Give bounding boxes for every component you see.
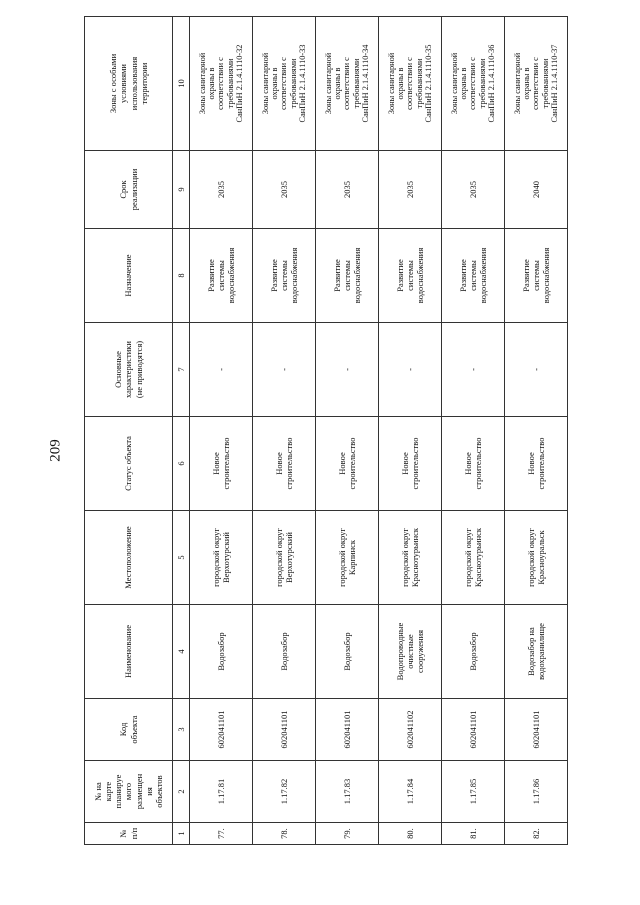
- cell-line: Новое: [336, 452, 347, 475]
- cell-name: [316, 605, 379, 699]
- cell-location: [379, 511, 442, 605]
- cell-line: Водозабор на: [525, 627, 536, 676]
- cell-line: Зоны санитарной: [197, 52, 207, 115]
- column-header: Наименование: [85, 605, 173, 699]
- cell-purpose: [316, 229, 379, 323]
- cell-characteristics: -: [316, 323, 379, 417]
- cell-line: строительство: [410, 437, 420, 490]
- cell-index: 79.: [316, 823, 379, 845]
- column-header: Зоны с особыми условиями использования территории: [85, 17, 173, 151]
- column-header: Основные характеристики (не приводятся): [85, 323, 173, 417]
- cell-line: Зоны санитарной: [323, 52, 333, 115]
- cell-status: [316, 417, 379, 511]
- cell-line: Новое: [462, 452, 473, 475]
- page-number: 209: [47, 439, 64, 462]
- cell-purpose: [253, 229, 316, 323]
- cell-line: соответствии с: [531, 57, 541, 110]
- column-number: 7: [173, 323, 190, 417]
- column-number: 3: [173, 699, 190, 761]
- cell-line: соответствии с: [279, 57, 289, 110]
- cell-purpose: [442, 229, 505, 323]
- column-number: 2: [173, 761, 190, 823]
- table-row: [379, 17, 442, 845]
- cell-line: водохранилище: [536, 623, 546, 680]
- cell-line: Развитие: [457, 259, 468, 292]
- table-container: [84, 17, 567, 845]
- cell-term: 2035: [316, 151, 379, 229]
- cell-line: Водозабор: [467, 632, 478, 671]
- cell-line: водоснабжения: [415, 247, 426, 304]
- column-number: 8: [173, 229, 190, 323]
- column-header: Назначение: [85, 229, 173, 323]
- column-number: 9: [173, 151, 190, 229]
- cell-term: 2035: [379, 151, 442, 229]
- cell-line: Развитие: [205, 259, 216, 292]
- cell-status: [379, 417, 442, 511]
- cell-line: водоснабжения: [478, 247, 489, 304]
- objects-table: [84, 16, 568, 845]
- cell-line: Водопроводные: [394, 622, 405, 681]
- cell-term: 2040: [505, 151, 568, 229]
- cell-line: строительство: [347, 437, 357, 490]
- cell-line: Зоны санитарной: [386, 52, 396, 115]
- column-header: Статус объекта: [85, 417, 173, 511]
- cell-zones: [442, 17, 505, 151]
- cell-zones: [505, 17, 568, 151]
- cell-line: Новое: [210, 452, 221, 475]
- cell-line: Водозабор: [341, 632, 352, 671]
- cell-line: соответствии с: [468, 57, 478, 110]
- cell-line: СанПиН 2.1.4.1110-34: [361, 44, 371, 123]
- cell-name: [253, 605, 316, 699]
- column-header: Срок реализации: [85, 151, 173, 229]
- cell-code: 602041101: [190, 699, 253, 761]
- cell-line: системы: [341, 260, 352, 291]
- cell-characteristics: -: [190, 323, 253, 417]
- cell-name: [190, 605, 253, 699]
- cell-code: 602041101: [316, 699, 379, 761]
- cell-line: Развитие: [394, 259, 405, 292]
- cell-line: Карпинск: [347, 539, 357, 576]
- cell-line: Красноуральск: [536, 530, 546, 585]
- cell-line: Новое: [273, 452, 284, 475]
- cell-term: 2035: [190, 151, 253, 229]
- column-header: Код объекта: [85, 699, 173, 761]
- cell-line: требованиями: [351, 58, 361, 109]
- cell-status: [442, 417, 505, 511]
- cell-line: соответствии с: [216, 57, 226, 110]
- cell-code: 602041101: [253, 699, 316, 761]
- cell-line: требованиями: [414, 58, 424, 109]
- cell-line: Верхотурский: [284, 532, 294, 583]
- cell-zones: [190, 17, 253, 151]
- cell-purpose: [505, 229, 568, 323]
- cell-name: [379, 605, 442, 699]
- cell-index: 77.: [190, 823, 253, 845]
- cell-map-number: 1.17.84: [379, 761, 442, 823]
- column-number: 10: [173, 17, 190, 151]
- cell-location: [505, 511, 568, 605]
- cell-line: Новое: [525, 452, 536, 475]
- table-row: [253, 17, 316, 845]
- column-number: 1: [173, 823, 190, 845]
- cell-purpose: [379, 229, 442, 323]
- cell-line: Развитие: [331, 259, 342, 292]
- cell-characteristics: -: [379, 323, 442, 417]
- cell-status: [190, 417, 253, 511]
- cell-index: 81.: [442, 823, 505, 845]
- cell-line: Краснотурьинск: [410, 527, 420, 588]
- cell-characteristics: -: [442, 323, 505, 417]
- cell-line: соответствии с: [405, 57, 415, 110]
- cell-map-number: 1.17.82: [253, 761, 316, 823]
- table-row: [316, 17, 379, 845]
- cell-line: СанПиН 2.1.4.1110-32: [235, 44, 245, 123]
- cell-map-number: 1.17.83: [316, 761, 379, 823]
- cell-index: 82.: [505, 823, 568, 845]
- cell-zones: [379, 17, 442, 151]
- cell-line: Водозабор: [278, 632, 289, 671]
- table-row: [505, 17, 568, 845]
- table-row: [442, 17, 505, 845]
- cell-line: Развитие: [268, 259, 279, 292]
- cell-code: 602041102: [379, 699, 442, 761]
- table-row: [190, 17, 253, 845]
- cell-line: городской округ: [399, 528, 410, 587]
- cell-line: строительство: [221, 437, 231, 490]
- cell-line: охраны в: [395, 67, 405, 100]
- cell-characteristics: -: [253, 323, 316, 417]
- cell-map-number: 1.17.86: [505, 761, 568, 823]
- cell-location: [316, 511, 379, 605]
- cell-line: сооружения: [415, 629, 426, 674]
- cell-line: системы: [404, 260, 415, 291]
- cell-map-number: 1.17.85: [442, 761, 505, 823]
- cell-line: СанПиН 2.1.4.1110-33: [298, 44, 308, 123]
- cell-map-number: 1.17.81: [190, 761, 253, 823]
- cell-line: строительство: [284, 437, 294, 490]
- cell-index: 78.: [253, 823, 316, 845]
- cell-line: Верхотурский: [221, 532, 231, 583]
- cell-line: строительство: [536, 437, 546, 490]
- column-number-row: [173, 17, 190, 845]
- header-row: [85, 17, 173, 845]
- cell-line: охраны в: [206, 67, 216, 100]
- column-header: № на карте планируе мого размещен ия объектов: [85, 761, 173, 823]
- cell-line: городской округ: [462, 528, 473, 587]
- cell-line: Водозабор: [215, 632, 226, 671]
- cell-line: городской округ: [336, 528, 347, 587]
- cell-line: СанПиН 2.1.4.1110-35: [424, 44, 434, 123]
- cell-line: требованиями: [540, 58, 550, 109]
- column-number: 6: [173, 417, 190, 511]
- cell-line: водоснабжения: [541, 247, 552, 304]
- cell-line: городской округ: [210, 528, 221, 587]
- cell-line: Развитие: [520, 259, 531, 292]
- cell-zones: [316, 17, 379, 151]
- cell-characteristics: -: [505, 323, 568, 417]
- cell-line: требованиями: [288, 58, 298, 109]
- column-number: 4: [173, 605, 190, 699]
- cell-line: водоснабжения: [352, 247, 363, 304]
- cell-zones: [253, 17, 316, 151]
- cell-name: [442, 605, 505, 699]
- cell-line: водоснабжения: [226, 247, 237, 304]
- cell-line: водоснабжения: [289, 247, 300, 304]
- cell-line: охраны в: [521, 67, 531, 100]
- cell-line: Зоны санитарной: [260, 52, 270, 115]
- cell-line: охраны в: [269, 67, 279, 100]
- table-body: [190, 17, 568, 845]
- cell-line: охраны в: [332, 67, 342, 100]
- cell-line: системы: [215, 260, 226, 291]
- cell-status: [505, 417, 568, 511]
- cell-line: Новое: [399, 452, 410, 475]
- cell-term: 2035: [442, 151, 505, 229]
- cell-line: охраны в: [458, 67, 468, 100]
- column-header: Местоположение: [85, 511, 173, 605]
- cell-line: требованиями: [225, 58, 235, 109]
- cell-line: городской округ: [273, 528, 284, 587]
- cell-line: системы: [467, 260, 478, 291]
- cell-line: Зоны санитарной: [512, 52, 522, 115]
- cell-line: СанПиН 2.1.4.1110-36: [487, 44, 497, 123]
- cell-line: СанПиН 2.1.4.1110-37: [550, 44, 560, 123]
- cell-line: очистные: [404, 634, 415, 669]
- cell-line: системы: [278, 260, 289, 291]
- cell-code: 602041101: [505, 699, 568, 761]
- cell-location: [442, 511, 505, 605]
- cell-line: системы: [530, 260, 541, 291]
- cell-status: [253, 417, 316, 511]
- cell-name: [505, 605, 568, 699]
- cell-line: Зоны санитарной: [449, 52, 459, 115]
- cell-purpose: [190, 229, 253, 323]
- cell-index: 80.: [379, 823, 442, 845]
- cell-term: 2035: [253, 151, 316, 229]
- cell-code: 602041101: [442, 699, 505, 761]
- cell-line: Краснотурьинск: [473, 527, 483, 588]
- cell-location: [190, 511, 253, 605]
- column-header: № п/п: [85, 823, 173, 845]
- cell-line: соответствии с: [342, 57, 352, 110]
- cell-location: [253, 511, 316, 605]
- cell-line: строительство: [473, 437, 483, 490]
- cell-line: городской округ: [525, 528, 536, 587]
- column-number: 5: [173, 511, 190, 605]
- cell-line: требованиями: [477, 58, 487, 109]
